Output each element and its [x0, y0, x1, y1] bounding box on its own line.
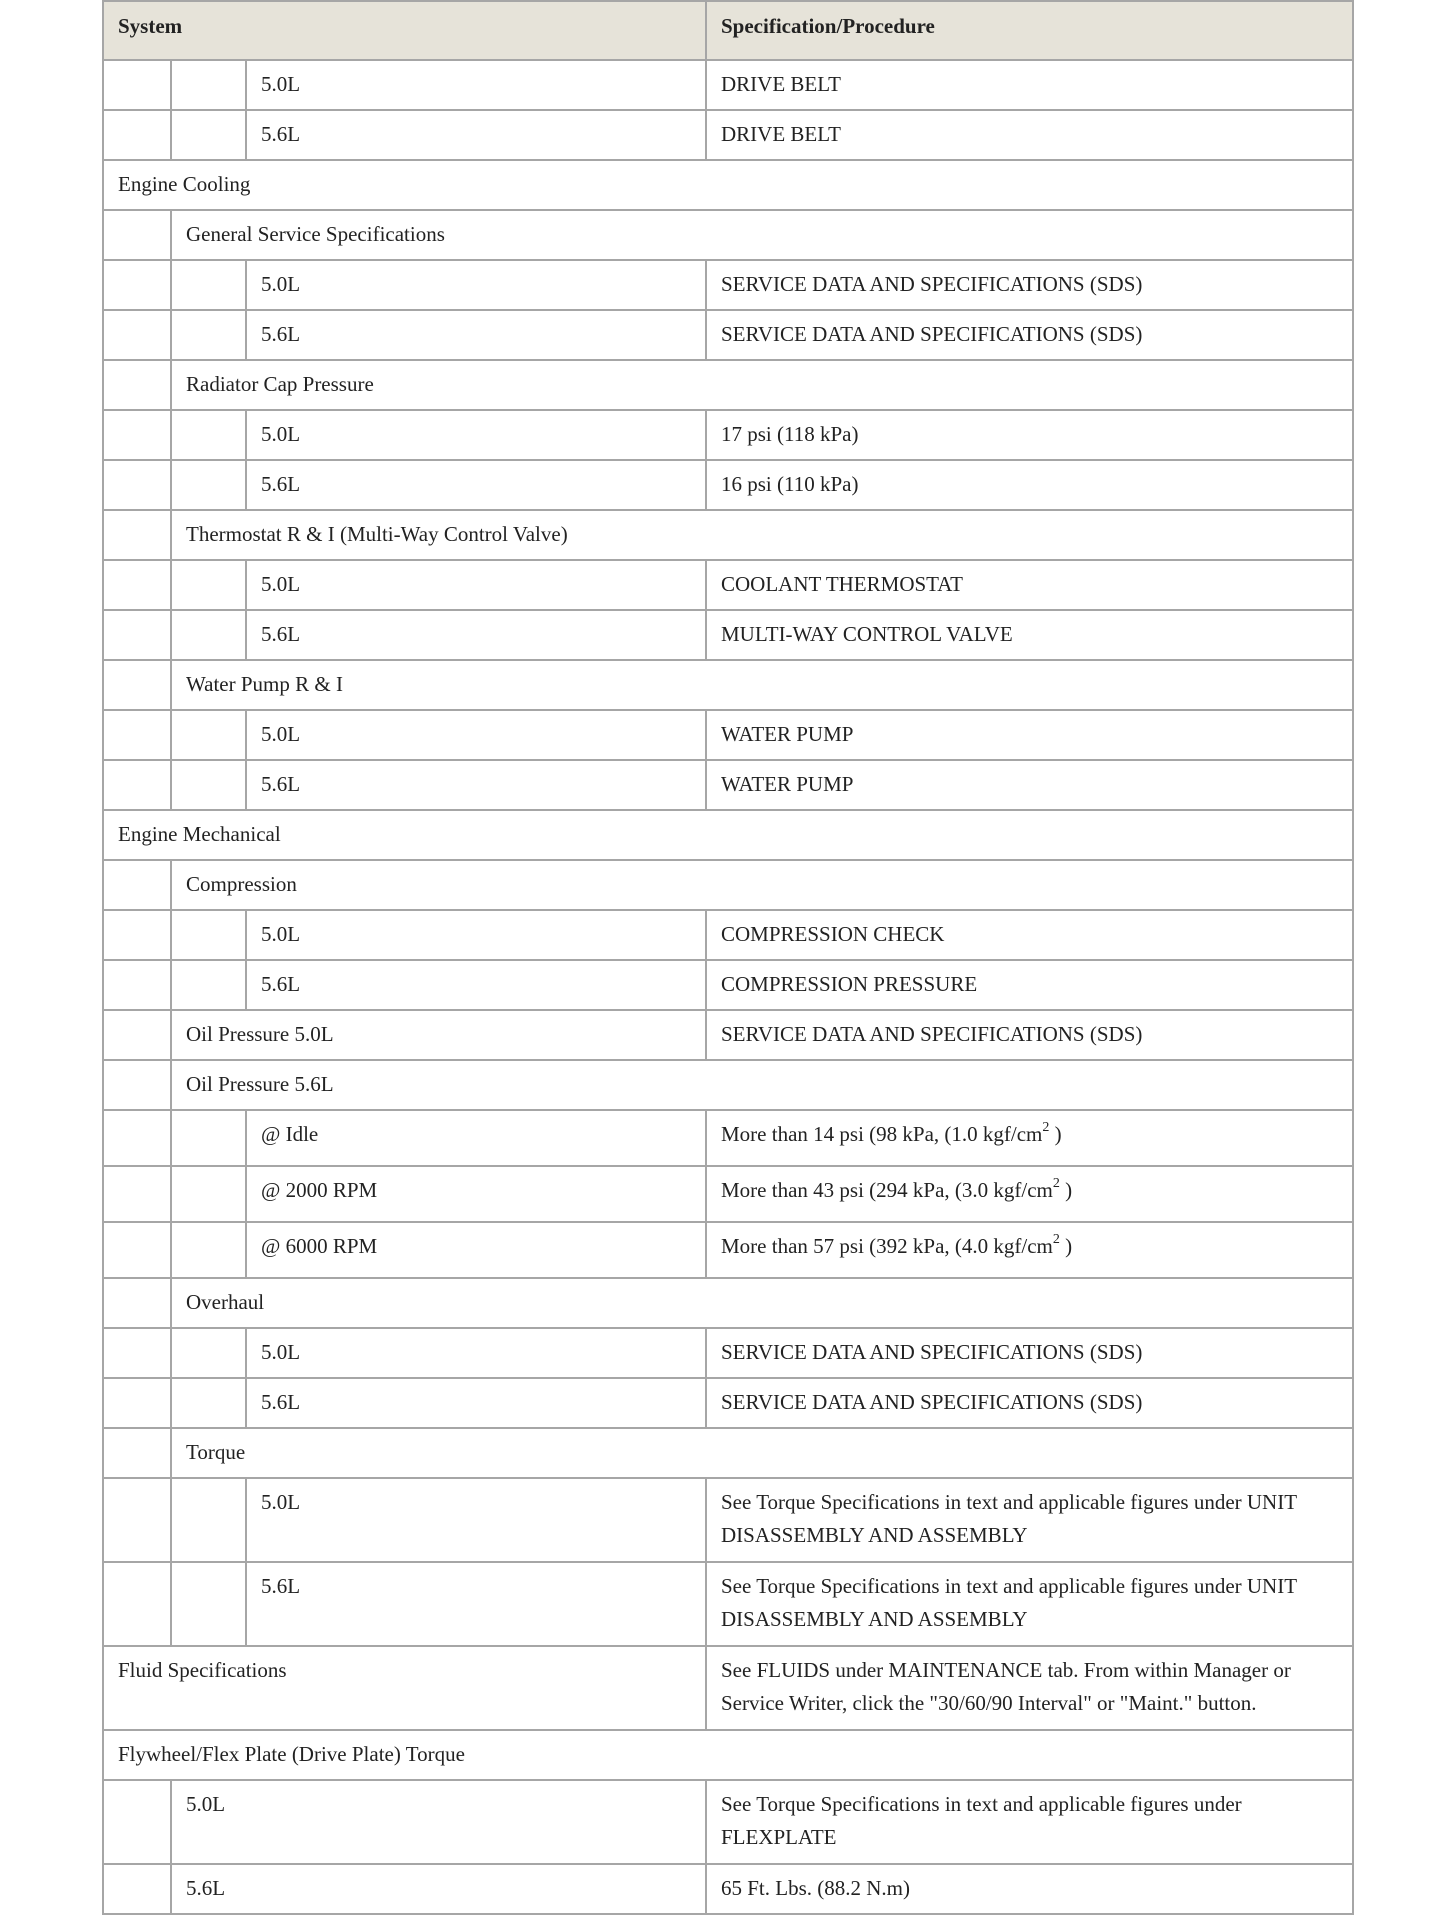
system-label-cell: 5.0L	[246, 410, 706, 460]
system-label-cell: 5.0L	[246, 910, 706, 960]
indent-cell	[103, 1060, 171, 1110]
indent-cell	[103, 310, 171, 360]
indent-cell	[103, 260, 171, 310]
system-label-cell: Oil Pressure 5.6L	[171, 1060, 1353, 1110]
indent-cell	[103, 1166, 171, 1222]
system-label-cell: 5.0L	[246, 560, 706, 610]
table-row	[103, 360, 1353, 410]
table-row	[103, 1428, 1353, 1478]
indent-cell	[103, 760, 171, 810]
specification-text: COMPRESSION PRESSURE	[721, 972, 978, 996]
indent-cell	[103, 660, 171, 710]
table-row	[103, 510, 1353, 560]
superscript-exponent: 2	[1052, 1176, 1060, 1191]
indent-cell	[171, 60, 246, 110]
indent-cell	[171, 610, 246, 660]
indent-cell	[171, 1562, 246, 1646]
specification-cell	[706, 960, 1353, 1010]
system-label-cell: 5.6L	[246, 610, 706, 660]
indent-cell	[103, 510, 171, 560]
system-label-cell: @ 6000 RPM	[246, 1222, 706, 1278]
specification-text: SERVICE DATA AND SPECIFICATIONS (SDS)	[721, 322, 1143, 346]
system-label-cell: Engine Mechanical	[103, 810, 1353, 860]
system-label-cell: Thermostat R & I (Multi-Way Control Valve)	[171, 510, 1353, 560]
specification-text: SERVICE DATA AND SPECIFICATIONS (SDS)	[721, 1022, 1143, 1046]
column-header-specification: Specification/Procedure	[706, 1, 1353, 60]
indent-cell	[103, 1780, 171, 1864]
table-row	[103, 910, 1353, 960]
table-row	[103, 1780, 1353, 1864]
specification-cell	[706, 910, 1353, 960]
indent-cell	[171, 460, 246, 510]
system-label-cell: Overhaul	[171, 1278, 1353, 1328]
indent-cell	[103, 560, 171, 610]
table-row	[103, 160, 1353, 210]
indent-cell	[103, 710, 171, 760]
specification-cell	[706, 1478, 1353, 1562]
indent-cell	[171, 910, 246, 960]
table-row	[103, 960, 1353, 1010]
specification-text: MULTI-WAY CONTROL VALVE	[721, 622, 1013, 646]
specification-cell	[706, 1780, 1353, 1864]
specification-text: SERVICE DATA AND SPECIFICATIONS (SDS)	[721, 1340, 1143, 1364]
table-row	[103, 1478, 1353, 1562]
indent-cell	[171, 1110, 246, 1166]
specification-text: See Torque Specifications in text and applicable figures under UNIT DISASSEMBLY AND ASSEMBLY	[721, 1574, 1297, 1631]
indent-cell	[171, 1222, 246, 1278]
system-label-cell: @ Idle	[246, 1110, 706, 1166]
specification-text: COOLANT THERMOSTAT	[721, 572, 963, 596]
system-label-cell: 5.0L	[246, 260, 706, 310]
indent-cell	[103, 1222, 171, 1278]
specification-text: WATER PUMP	[721, 722, 854, 746]
indent-cell	[103, 1278, 171, 1328]
table-row	[103, 710, 1353, 760]
table-row	[103, 1328, 1353, 1378]
indent-cell	[171, 1166, 246, 1222]
system-label-cell: Radiator Cap Pressure	[171, 360, 1353, 410]
table-row	[103, 1378, 1353, 1428]
indent-cell	[103, 60, 171, 110]
specification-tail: )	[1049, 1122, 1062, 1146]
specification-cell	[706, 610, 1353, 660]
indent-cell	[171, 760, 246, 810]
table-row	[103, 110, 1353, 160]
indent-cell	[103, 1562, 171, 1646]
indent-cell	[171, 260, 246, 310]
table-row	[103, 610, 1353, 660]
indent-cell	[103, 960, 171, 1010]
specification-text: See FLUIDS under MAINTENANCE tab. From within Manager or Service Writer, click the "30/60/90 Interval" or "Maint." button.	[721, 1658, 1291, 1715]
indent-cell	[171, 410, 246, 460]
indent-cell	[171, 1328, 246, 1378]
specification-text: SERVICE DATA AND SPECIFICATIONS (SDS)	[721, 272, 1143, 296]
table-row	[103, 1060, 1353, 1110]
specification-text: WATER PUMP	[721, 772, 854, 796]
table-row	[103, 310, 1353, 360]
system-label-cell: Engine Cooling	[103, 160, 1353, 210]
table-row	[103, 1222, 1353, 1278]
specification-cell	[706, 310, 1353, 360]
specification-text: 65 Ft. Lbs. (88.2 N.m)	[721, 1876, 910, 1900]
table-row	[103, 810, 1353, 860]
specification-cell	[706, 1010, 1353, 1060]
table-row	[103, 1010, 1353, 1060]
superscript-exponent: 2	[1052, 1232, 1060, 1247]
indent-cell	[171, 710, 246, 760]
specification-text: More than 14 psi (98 kPa, (1.0 kgf/cm	[721, 1122, 1043, 1146]
specification-text: See Torque Specifications in text and applicable figures under UNIT DISASSEMBLY AND ASSEMBLY	[721, 1490, 1297, 1547]
specification-cell	[706, 460, 1353, 510]
specification-table	[102, 0, 1354, 1915]
specification-text: 17 psi (118 kPa)	[721, 422, 859, 446]
system-label-cell: 5.6L	[246, 760, 706, 810]
indent-cell	[103, 1328, 171, 1378]
table-row	[103, 560, 1353, 610]
indent-cell	[103, 910, 171, 960]
column-header-system: System	[103, 1, 706, 60]
specification-text: See Torque Specifications in text and applicable figures under FLEXPLATE	[721, 1792, 1242, 1849]
system-label-cell: 5.0L	[246, 1328, 706, 1378]
table-row	[103, 60, 1353, 110]
table-body	[103, 60, 1353, 1914]
indent-cell	[171, 560, 246, 610]
table-row	[103, 210, 1353, 260]
table-row	[103, 460, 1353, 510]
system-label-cell: 5.6L	[246, 960, 706, 1010]
indent-cell	[103, 360, 171, 410]
specification-cell	[706, 560, 1353, 610]
table-row	[103, 760, 1353, 810]
system-label-cell: Fluid Specifications	[103, 1646, 706, 1730]
indent-cell	[171, 110, 246, 160]
specification-cell	[706, 1378, 1353, 1428]
indent-cell	[103, 460, 171, 510]
table-row	[103, 260, 1353, 310]
system-label-cell: 5.6L	[246, 460, 706, 510]
system-label-cell: 5.6L	[246, 110, 706, 160]
specification-cell	[706, 410, 1353, 460]
specification-text: DRIVE BELT	[721, 72, 841, 96]
table-row	[103, 1562, 1353, 1646]
specification-cell	[706, 1864, 1353, 1914]
indent-cell	[171, 1378, 246, 1428]
specification-text: More than 43 psi (294 kPa, (3.0 kgf/cm	[721, 1178, 1053, 1202]
specification-tail: )	[1059, 1234, 1073, 1258]
system-label-cell: 5.0L	[171, 1780, 706, 1864]
indent-cell	[103, 1478, 171, 1562]
specification-cell	[706, 1222, 1353, 1278]
specification-text: 16 psi (110 kPa)	[721, 472, 859, 496]
system-label-cell: General Service Specifications	[171, 210, 1353, 260]
indent-cell	[103, 210, 171, 260]
system-label-cell: Water Pump R & I	[171, 660, 1353, 710]
system-label-cell: 5.6L	[171, 1864, 706, 1914]
table-row	[103, 1864, 1353, 1914]
system-label-cell: @ 2000 RPM	[246, 1166, 706, 1222]
specification-cell	[706, 1328, 1353, 1378]
indent-cell	[103, 860, 171, 910]
specification-cell	[706, 60, 1353, 110]
table-header-row	[103, 1, 1353, 60]
specification-text: DRIVE BELT	[721, 122, 841, 146]
indent-cell	[103, 1378, 171, 1428]
system-label-cell: Compression	[171, 860, 1353, 910]
specification-text: SERVICE DATA AND SPECIFICATIONS (SDS)	[721, 1390, 1143, 1414]
indent-cell	[103, 1110, 171, 1166]
specification-tail: )	[1059, 1178, 1073, 1202]
table-row	[103, 1278, 1353, 1328]
specification-cell	[706, 1110, 1353, 1166]
system-label-cell: 5.6L	[246, 1378, 706, 1428]
indent-cell	[103, 1428, 171, 1478]
indent-cell	[171, 960, 246, 1010]
specification-cell	[706, 1646, 1353, 1730]
table-row	[103, 1166, 1353, 1222]
indent-cell	[171, 310, 246, 360]
table-row	[103, 860, 1353, 910]
indent-cell	[103, 1864, 171, 1914]
system-label-cell: 5.6L	[246, 1562, 706, 1646]
system-label-cell: 5.0L	[246, 1478, 706, 1562]
specification-cell	[706, 760, 1353, 810]
indent-cell	[103, 410, 171, 460]
indent-cell	[171, 1478, 246, 1562]
table-row	[103, 1646, 1353, 1730]
specification-cell	[706, 260, 1353, 310]
indent-cell	[103, 610, 171, 660]
specification-text: More than 57 psi (392 kPa, (4.0 kgf/cm	[721, 1234, 1053, 1258]
system-label-cell: 5.0L	[246, 710, 706, 760]
table-row	[103, 1110, 1353, 1166]
system-label-cell: 5.6L	[246, 310, 706, 360]
table-row	[103, 660, 1353, 710]
system-label-cell: Torque	[171, 1428, 1353, 1478]
indent-cell	[103, 1010, 171, 1060]
specification-cell	[706, 1166, 1353, 1222]
table-row	[103, 1730, 1353, 1780]
system-label-cell: Flywheel/Flex Plate (Drive Plate) Torque	[103, 1730, 1353, 1780]
specification-cell	[706, 1562, 1353, 1646]
system-label-cell: 5.0L	[246, 60, 706, 110]
indent-cell	[103, 110, 171, 160]
specification-text: COMPRESSION CHECK	[721, 922, 945, 946]
table-row	[103, 410, 1353, 460]
specification-cell	[706, 710, 1353, 760]
specification-cell	[706, 110, 1353, 160]
superscript-exponent: 2	[1042, 1120, 1050, 1135]
system-label-cell: Oil Pressure 5.0L	[171, 1010, 706, 1060]
